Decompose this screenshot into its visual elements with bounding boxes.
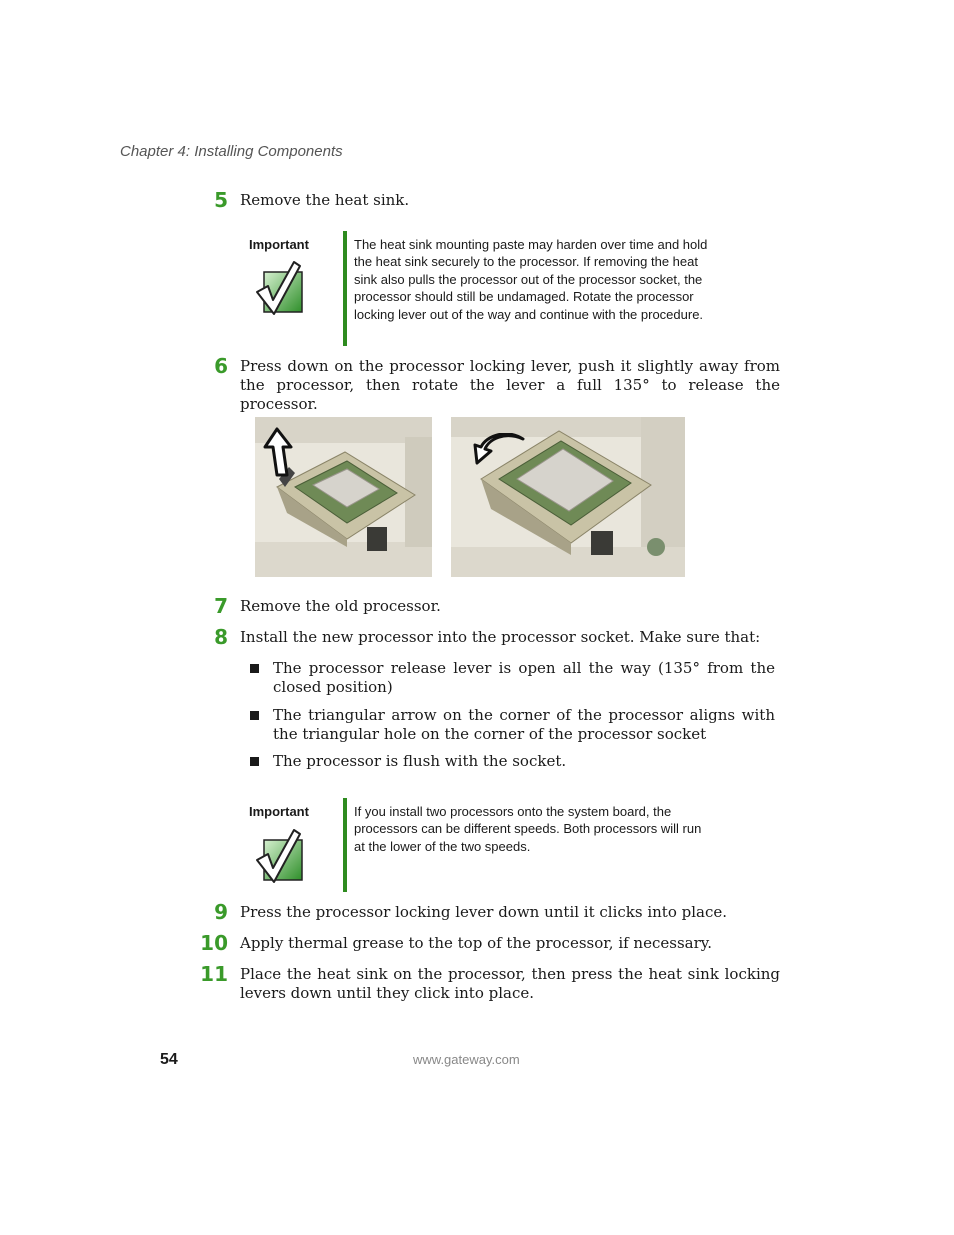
checkmark-icon (254, 828, 306, 884)
arrow-up-icon (263, 427, 299, 479)
important-note-text: If you install two processors onto the system board, the processors can be different speeds. Both processors will run at the lower of the two speeds. (354, 804, 702, 854)
step-number: 6 (214, 354, 228, 378)
step-text: Remove the heat sink. (240, 191, 410, 209)
list-item: The processor is flush with the socket. (273, 752, 567, 770)
step-number: 10 (200, 931, 228, 955)
note-bar (343, 231, 347, 346)
bullet-icon (250, 664, 259, 673)
note-bar (343, 798, 347, 892)
bullet-icon (250, 757, 259, 766)
important-label: Important (249, 804, 309, 819)
step-text: Install the new processor into the processor socket. Make sure that: (240, 628, 761, 646)
processor-lever-photo-1 (255, 417, 432, 577)
chapter-header: Chapter 4: Installing Components (120, 143, 343, 160)
step-number: 5 (214, 188, 228, 212)
step-text: Press the processor locking lever down until it clicks into place. (240, 903, 728, 921)
step-text: Press down on the processor locking lever, push it slightly away from the processor, then rotate the lever a full 135° to release the processor. (240, 357, 780, 413)
step-number: 11 (200, 962, 228, 986)
arrow-rotate-icon (473, 433, 525, 467)
step-number: 9 (214, 900, 228, 924)
step-number: 7 (214, 594, 228, 618)
important-note-text: The heat sink mounting paste may harden over time and hold the heat sink securely to the processor. If removing the heat sink also pulls the processor out of the processor socket, the processor should still be undamaged. Rotate the processor locking lever out of the way and continue with the procedure. (354, 237, 708, 322)
step-number: 8 (214, 625, 228, 649)
processor-lever-photo-2 (451, 417, 685, 577)
footer-url: www.gateway.com (413, 1052, 520, 1067)
page-number: 54 (160, 1051, 178, 1068)
step-text: Remove the old processor. (240, 597, 441, 615)
step-text: Apply thermal grease to the top of the processor, if necessary. (240, 934, 713, 952)
checkmark-icon (254, 260, 306, 316)
list-item: The processor release lever is open all the way (135° from the closed position) (273, 659, 775, 696)
step-text: Place the heat sink on the processor, then press the heat sink locking levers down until they click into place. (240, 965, 780, 1002)
list-item: The triangular arrow on the corner of the processor aligns with the triangular hole on the corner of the processor socket (273, 706, 775, 743)
important-label: Important (249, 237, 309, 252)
bullet-icon (250, 711, 259, 720)
